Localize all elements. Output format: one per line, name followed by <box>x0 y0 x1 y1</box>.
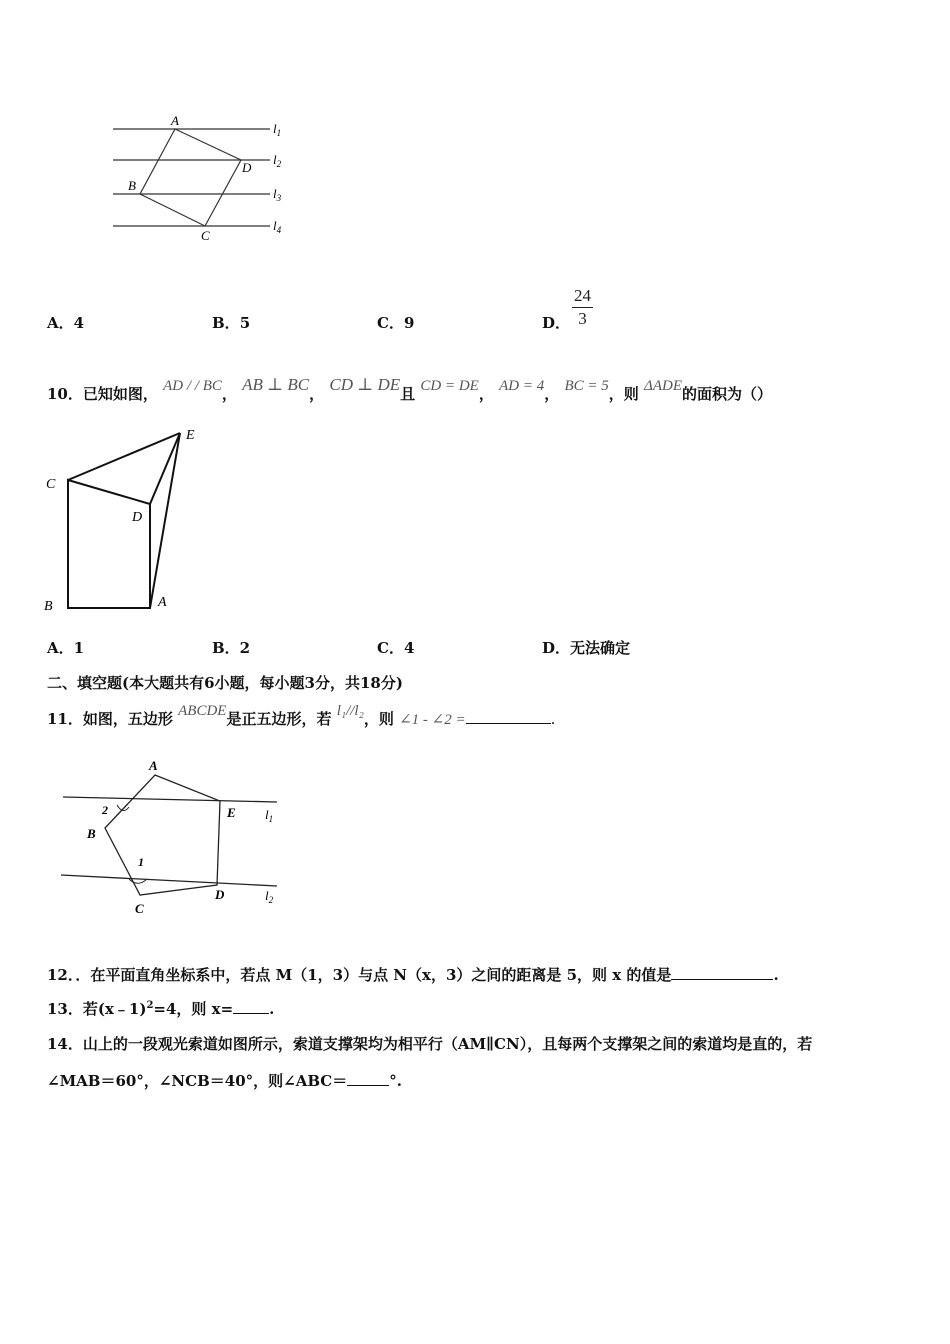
q10-stem: 10．已知如图， AD / / BC， AB ⊥ BC， CD ⊥ DE且 CD = DE， AD = 4， BC = 5，则 ΔADE的面积为（） <box>47 375 772 403</box>
q12-answer-blank[interactable] <box>671 965 773 980</box>
q9-option-b[interactable]: B．5 <box>212 314 251 332</box>
q13-answer-blank[interactable] <box>233 999 269 1014</box>
q10-option-c[interactable]: C．4 <box>377 639 415 657</box>
q11-pentagon-figure <box>55 755 295 930</box>
q11-label-a: A <box>149 758 158 773</box>
label-a: A <box>171 113 179 128</box>
q14-line-1: 14．山上的一段观光索道如图所示，索道支撑架均为相平行（AM∥CN），且每两个支撑架之间的索道均是直的，若 <box>47 1035 813 1053</box>
q11-line-l1 <box>63 797 277 802</box>
q10-label-e: E <box>186 428 195 443</box>
q11-line-l2 <box>61 875 277 886</box>
q10-option-d[interactable]: D．无法确定 <box>542 639 631 657</box>
section-2-heading: 二、填空题(本大题共有6小题，每小题3分，共18分) <box>47 674 403 692</box>
q14-line-2: ∠MAB＝60°，∠NCB＝40°，则∠ABC＝ °. <box>47 1072 402 1090</box>
q10-label-d: D <box>132 510 143 525</box>
q12-stem: 12．．在平面直角坐标系中，若点 M（1，3）与点 N（x，3）之间的距离是 5，则 x 的值是 . <box>47 966 779 984</box>
q10-label-b: B <box>44 599 53 614</box>
parallelogram-abcd <box>140 129 241 226</box>
q11-label-l2: $l_2$ <box>265 888 274 905</box>
q11-label-d: D <box>215 887 225 902</box>
q11-stem: 11．如图，五边形 ABCDE是正五边形，若 l₁//l₂，则 ∠1 - ∠2 = . <box>47 703 556 728</box>
q10-segment-ae <box>150 433 180 608</box>
q11-label-c: C <box>135 901 144 916</box>
q9-option-c[interactable]: C．9 <box>377 314 415 332</box>
q10-label-c: C <box>46 477 56 492</box>
q10-option-b[interactable]: B．2 <box>212 639 251 657</box>
label-d: D <box>242 160 252 175</box>
label-c: C <box>201 228 210 243</box>
q11-label-angle-1: 1 <box>138 855 144 869</box>
label-b: B <box>128 178 136 193</box>
label-l2: $l_2$ <box>273 152 282 169</box>
q9-option-a[interactable]: A．4 <box>47 314 85 332</box>
q13-stem: 13．若(x﹣1)$^2$=4，则 x= . <box>47 1000 275 1018</box>
q11-answer-blank[interactable] <box>466 709 551 724</box>
q11-pentagon-abcde <box>105 775 220 895</box>
label-l1: $l_1$ <box>273 121 282 138</box>
q9-option-d[interactable]: D． <box>542 314 571 332</box>
q10-figure <box>40 420 210 620</box>
q11-label-b: B <box>87 826 96 841</box>
label-l3: $l_3$ <box>273 186 282 203</box>
q11-label-e: E <box>227 805 236 820</box>
parallelogram-figure <box>105 112 305 247</box>
q11-label-angle-2: 2 <box>102 803 108 817</box>
q9-option-d-fraction: $\frac{24}{3}$ <box>574 286 591 328</box>
q10-label-a: A <box>158 595 167 610</box>
q14-answer-blank[interactable] <box>347 1071 389 1086</box>
q10-quad-abcd <box>68 480 150 608</box>
q11-label-l1: $l_1$ <box>265 807 274 824</box>
q10-option-a[interactable]: A．1 <box>47 639 85 657</box>
label-l4: $l_4$ <box>273 218 282 235</box>
